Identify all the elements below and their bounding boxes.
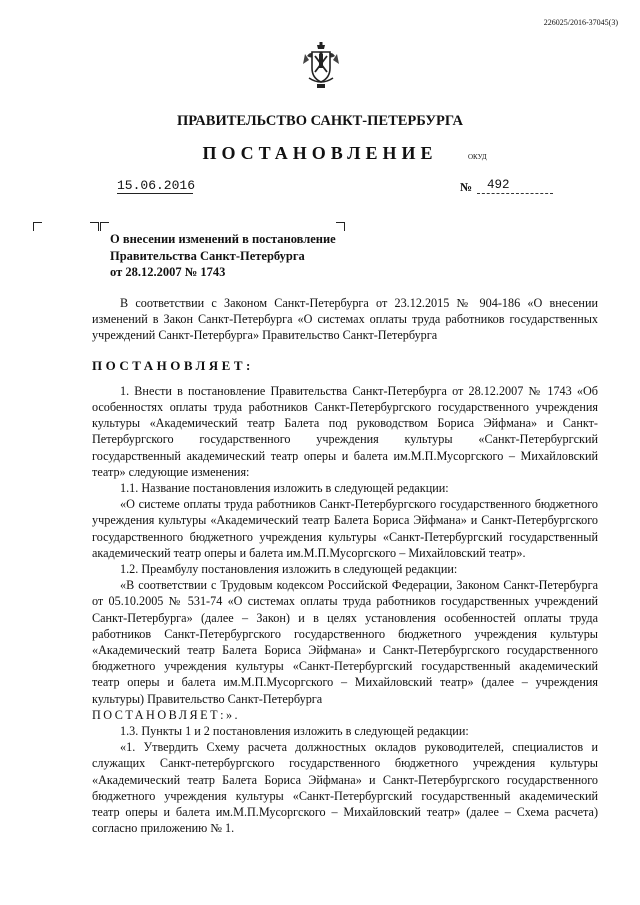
decree-subject bbox=[110, 231, 350, 281]
paragraph-1-2-text: «В соответствии с Трудовым кодексом Российской Федерации, Законом Санкт-Петербурга от 05.10.2005 № 531-74 «О системах оплаты труда работников государственных учреждений Санкт-Петербурга» (далее – Закон) и в целях установления особенностей оплаты труда работников Санкт-Петербургского государственного бюджетного учреждения культуры «Академический театр Балета Бориса Эйфмана» и Санкт-Петербургского государственного бюджетного учреждения культуры «Санкт-Петербургский государственный академический театр оперы и балета им.М.П.Мусоргского – Михайловский театр» (далее – учреждения культуры) Правительство Санкт-Петербурга bbox=[92, 578, 598, 706]
paragraph-1-2: 1.2. Преамбулу постановления изложить в следующей редакции: bbox=[120, 562, 458, 577]
document-code: 226025/2016-37045(3) bbox=[543, 18, 618, 27]
decree-date: 15.06.2016 bbox=[117, 178, 196, 193]
decree-number: 492 bbox=[477, 178, 553, 194]
paragraph-1: 1. Внести в постановление Правительства Санкт-Петербурга от 28.12.2007 № 1743 «Об особенностях оплаты труда работников Санкт-Петербургского государственного учреждения культуры «Академический театр Балета под руководством Бориса Эйфмана» и Санкт-Петербургского государственного учреждения культуры «Санкт-Петербургский государственный академический театр оперы и балета им.М.П.Мусоргского – Михайловский театр» следующие изменения: bbox=[92, 383, 598, 479]
coat-of-arms-emblem bbox=[303, 42, 339, 92]
okud-label: ОКУД bbox=[468, 153, 487, 161]
decree-heading: ПОСТАНОВЛЕНИЕ bbox=[202, 143, 438, 163]
corner-mark bbox=[33, 222, 42, 231]
corner-mark bbox=[336, 222, 345, 231]
number-sign: № bbox=[460, 180, 473, 194]
resolves-heading: ПОСТАНОВЛЯЕТ: bbox=[92, 357, 254, 373]
subject-line: Правительства Санкт-Петербурга bbox=[110, 248, 305, 263]
resolves-quote: ПОСТАНОВЛЯЕТ:». bbox=[92, 707, 241, 722]
paragraph-1-1: 1.1. Название постановления изложить в следующей редакции: bbox=[120, 481, 449, 496]
corner-mark bbox=[90, 222, 99, 231]
preamble-paragraph: В соответствии с Законом Санкт-Петербурга от 23.12.2015 № 904-186 «О внесении изменений в Закон Санкт-Петербурга «О системах оплаты труда работников государственных учреждений Санкт-Петербурга» Правительство Санкт-Петербурга bbox=[92, 296, 598, 343]
subject-line: от 28.12.2007 № 1743 bbox=[110, 265, 226, 279]
paragraph-1-3-text: «1. Утвердить Схему расчета должностных окладов руководителей, специалистов и служащих Санкт-петербургского государственного бюджетного учреждения культуры «Академический театр Балета Бориса Эйфмана» и Санкт-Петербургского государственного бюджетного учреждения культуры «Санкт-Петербургский государственный академический театр оперы и балета им.М.П.Мусоргского – Михайловский театр» (далее – Схема расчета) согласно приложению № 1. bbox=[92, 740, 598, 836]
decree-body bbox=[92, 295, 598, 837]
corner-mark bbox=[100, 222, 109, 231]
paragraph-1-3: 1.3. Пункты 1 и 2 постановления изложить в следующей редакции: bbox=[120, 724, 469, 739]
subject-line: О внесении изменений в постановление bbox=[110, 232, 336, 246]
government-heading: ПРАВИТЕЛЬСТВО САНКТ-ПЕТЕРБУРГА bbox=[177, 113, 463, 129]
paragraph-1-1-text: «О системе оплаты труда работников Санкт-Петербургского государственного бюджетного учреждения культуры «Академический театр Балета Бориса Эйфмана» и Санкт-Петербургского государственного бюджетного учреждения культуры «Санкт-Петербургский государственный академический театр оперы и балета им.М.П.Мусоргского – Михайловский театр». bbox=[92, 497, 598, 560]
